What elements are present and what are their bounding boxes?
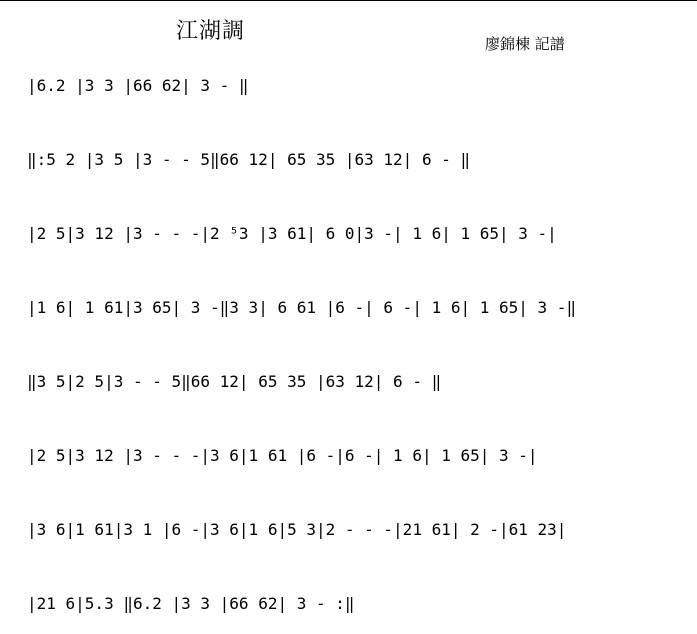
notation-line-1: |6.2 |3 3 |66 62| 3 - ‖ (27, 76, 249, 95)
notation-line-4: |1 6| 1 61|3 65| 3 -‖3 3| 6 61 |6 -| 6 -| 1 6| 1 65| 3 -‖ (27, 298, 577, 317)
notation-line-2: ‖:5 2 |3 5 |3 - - 5‖66 12| 65 35 |63 12| 6 - ‖ (27, 150, 471, 169)
top-rule (0, 0, 697, 1)
notation-line-5: ‖3 5|2 5|3 - - 5‖66 12| 65 35 |63 12| 6 - ‖ (27, 372, 442, 391)
notation-line-7: |3 6|1 61|3 1 |6 -|3 6|1 6|5 3|2 - - -|21 61| 2 -|61 23| (27, 520, 567, 539)
notation-line-8: |21 6|5.3 ‖6.2 |3 3 |66 62| 3 - :‖ (27, 594, 355, 613)
notation-line-3: |2 5|3 12 |3 - - -|2 ⁵3 |3 61| 6 0|3 -| 1 6| 1 65| 3 -| (27, 224, 557, 243)
transcriber-credit: 廖錦棟 記譜 (485, 35, 565, 53)
notation-line-6: |2 5|3 12 |3 - - -|3 6|1 61 |6 -|6 -| 1 6| 1 65| 3 -| (27, 446, 538, 465)
score-title: 江湖調 (176, 19, 246, 44)
